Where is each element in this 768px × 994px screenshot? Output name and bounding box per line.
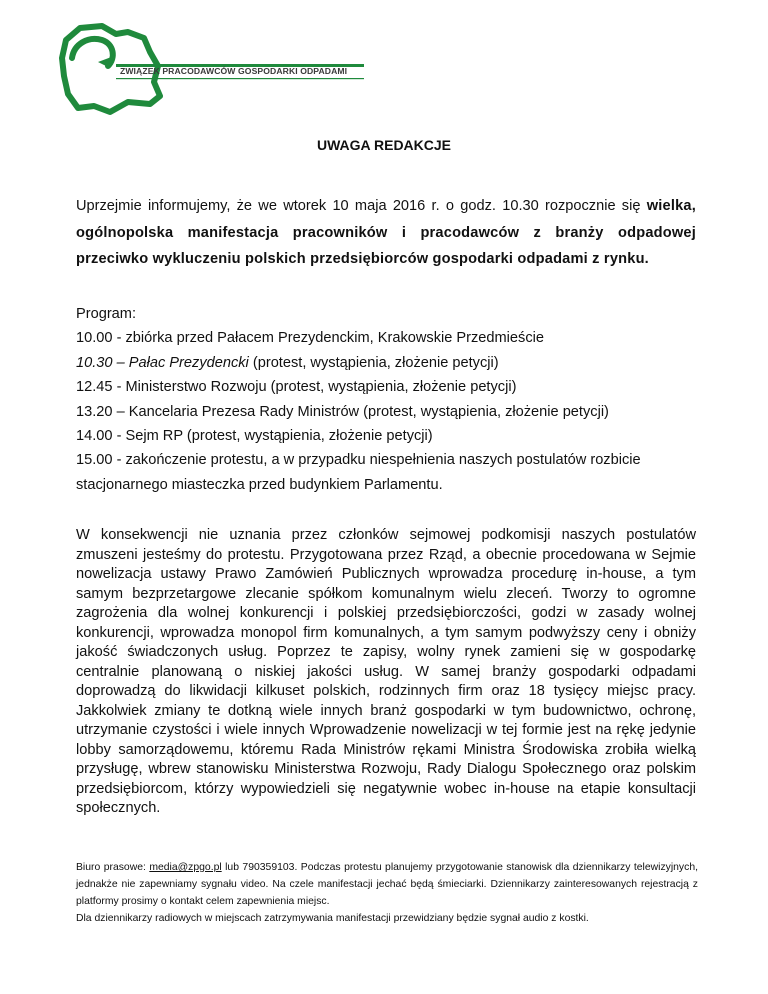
intro-paragraph [76,193,696,273]
program-item-italic: 10.30 – Pałac Prezydencki [76,354,249,371]
program-item [76,351,706,375]
intro-lead: Uprzejmie informujemy, że we wtorek 10 maja 2016 r. o godz. 10.30 rozpocznie się [76,198,641,214]
program-label: Program: [76,306,137,322]
body-paragraph: W konsekwencji nie uznania przez członków sejmowej podkomisji naszych postulatów zmuszeni jesteśmy do protestu. Przygotowana przez Rząd, a obecnie procedowana w Sejmie nowelizacja ustawy Prawo Zamówień Publicznych wprowadza procedurę in-house, a tym samym bezprzetargowe zlecanie spółkom komunalnym wielu zleceń. Tworzy to ogromne zagrożenia dla wolnej konkurencji i polskiej przedsiębiorczości, godzi w zasady wolnej konkurencji, wprowadza monopol firm komunalnych, a tym samym podwyższy ceny i obniży jakość świadczonych usług. Poprzez te zapisy, wolny rynek zamieni się w gospodarkę centralnie planowaną o niskiej jakości usług. W samej branży gospodarki odpadami doprowadzą do likwidacji kilkuset polskich, rodzinnych firm oraz 18 tysięcy miejsc pracy. Jakkolwiek zmiany te dotkną wiele innych branż gospodarki w tym budownictwo, ochronę, utrzymanie czystości i wiele innych Wprowadzenie nowelizacji w tej formie jest na rękę jedynie lobby samorządowemu, któremu Rada Ministrów rękami Ministra Środowiska zrobiła wielką przysługę, wbrew stanowisku Ministerstwa Rozwoju, Rady Dialogu Społecznego oraz polskim przedsiębiorcom, którzy wypowiedzieli się negatywnie wobec in-house na etapie konsultacji społecznych. [76,527,696,816]
footer-text: lub 790359103. Podczas protestu planujemy przygotowanie stanowisk dla dziennikarzy telewizyjnych, jednakże nie zapewniamy sygnału video. Na czele manifestacji jechać będą śmieciarki. Dziennikarzy zainteresowanych rejestracją z platformy prosimy o kontakt celem zapewnienia miejsc. [76,862,698,908]
intro-bold: wielka, ogólnopolska manifestacja pracowników i pracodawców z branży odpadowej przeciwko wykluczeniu polskich przedsiębiorców gospodarki odpadami z rynku. [76,198,696,267]
footer-prefix: Biuro prasowe: [76,862,150,873]
footer-text-radio: Dla dziennikarzy radiowych w miejscach zatrzymywania manifestacji przewidziany będzie sygnał audio z kostki. [76,913,589,925]
program-section [76,302,706,497]
program-item: 15.00 - zakończenie protestu, a w przypadku niespełnienia naszych postulatów rozbicie [76,452,641,469]
press-footer [76,859,698,927]
program-item: 13.20 – Kancelaria Prezesa Rady Ministrów (protest, wystąpienia, złożenie petycji) [76,403,609,420]
page-title: UWAGA REDAKCJE [316,137,452,153]
organization-name: ZWIĄZEK PRACODAWCÓW GOSPODARKI ODPADAMI [120,66,348,76]
program-item: 12.45 - Ministerstwo Rozwoju (protest, wystąpienia, złożenie petycji) [76,379,517,396]
email-link[interactable]: media@zpgo.pl [149,862,222,873]
program-item: stacjonarnego miasteczka przed budynkiem Parlamentu. [76,476,443,493]
program-item: 10.00 - zbiórka przed Pałacem Prezydenckim, Krakowskie Przedmieście [76,330,544,347]
organization-logo [58,22,368,120]
program-item: 14.00 - Sejm RP (protest, wystąpienia, złożenie petycji) [76,428,433,445]
program-item-suffix: (protest, wystąpienia, złożenie petycji) [248,354,499,371]
